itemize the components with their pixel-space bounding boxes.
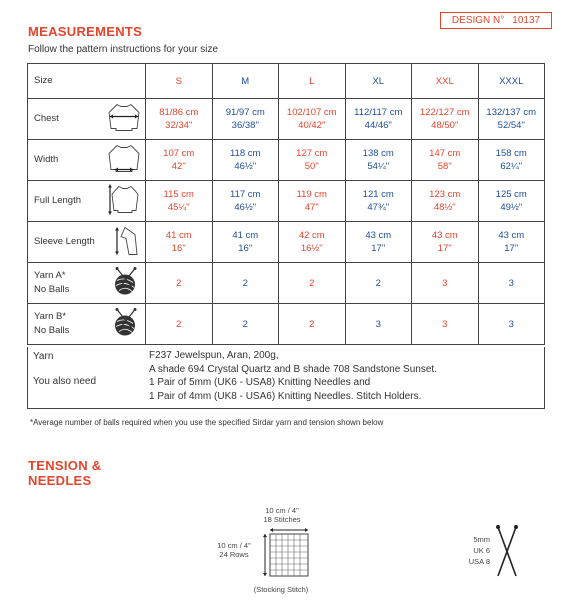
row-label-sleeve-length: Sleeve Length [28, 222, 146, 263]
row-label-width: Width [28, 140, 146, 181]
yarn-label: Yarn [33, 351, 54, 362]
chest-xxl: 122/127 cm 48/50" [412, 99, 479, 140]
chest-xl: 112/117 cm 44/46" [345, 99, 412, 140]
table-header-row [28, 64, 545, 99]
length-xxxl: 125 cm 49½" [478, 181, 545, 222]
yarn-ball-icon [111, 308, 141, 341]
stitch-type-label: (Stocking Stitch) [253, 585, 309, 594]
sleeve-xxl: 43 cm 17" [412, 222, 479, 263]
table-row-full-length [28, 181, 545, 222]
table-row-yarn-b [28, 304, 545, 345]
width-l: 127 cm 50" [279, 140, 346, 181]
chest-xxxl: 132/137 cm 52/54" [478, 99, 545, 140]
needle-line-2: 1 Pair of 4mm (UK8 - USA6) Knitting Needles. Stitch Holders. [149, 390, 422, 402]
size-l: L [279, 64, 346, 99]
sleeve-xxxl: 43 cm 17" [478, 222, 545, 263]
size-xxl: XXL [412, 64, 479, 99]
yarn-shade-line: A shade 694 Crystal Quartz and B shade 708 Sandstone Sunset. [149, 363, 437, 375]
design-label: DESIGN N° [451, 15, 505, 26]
size-xl: XL [345, 64, 412, 99]
yarn-b-m: 2 [212, 304, 279, 345]
table-row-sleeve-length [28, 222, 545, 263]
design-number-box [440, 12, 552, 29]
yarn-a-xl: 2 [345, 263, 412, 304]
measurements-table [27, 63, 545, 345]
tension-title: TENSION & NEEDLES [28, 458, 102, 488]
size-m: M [212, 64, 279, 99]
table-row-chest [28, 99, 545, 140]
yarn-b-xxl: 3 [412, 304, 479, 345]
page-title: MEASUREMENTS [28, 24, 143, 39]
tension-grid-icon [262, 528, 312, 585]
length-l: 119 cm 47" [279, 181, 346, 222]
sleeve-icon [111, 225, 141, 260]
size-xxxl: XXXL [478, 64, 545, 99]
sleeve-l: 42 cm 16½" [279, 222, 346, 263]
table-row-yarn-a [28, 263, 545, 304]
footnote: *Average number of balls required when you use the specified Sirdar yarn and tension shown below [30, 418, 384, 427]
length-xl: 121 cm 47¾" [345, 181, 412, 222]
yarn-line: F237 Jewelspun, Aran, 200g, [149, 350, 279, 361]
sleeve-xl: 43 cm 17" [345, 222, 412, 263]
yarn-a-l: 2 [279, 263, 346, 304]
requirements-text [149, 349, 437, 403]
width-s: 107 cm 42" [146, 140, 213, 181]
length-s: 115 cm 45¼" [146, 181, 213, 222]
gauge-rows-label: 10 cm / 4" 24 Rows [217, 541, 251, 559]
row-label-full-length: Full Length [28, 181, 146, 222]
yarn-b-s: 2 [146, 304, 213, 345]
yarn-b-l: 2 [279, 304, 346, 345]
sweater-length-icon [107, 183, 141, 220]
sweater-width-icon [107, 144, 141, 177]
design-number: 10137 [512, 15, 541, 26]
sleeve-m: 41 cm 16" [212, 222, 279, 263]
table-row-width [28, 140, 545, 181]
chest-s: 81/86 cm 32/34" [146, 99, 213, 140]
yarn-a-m: 2 [212, 263, 279, 304]
yarn-b-xxxl: 3 [478, 304, 545, 345]
row-label-yarn-b: Yarn B* No Balls [28, 304, 146, 345]
requirements-box [27, 347, 545, 409]
needle-size-label: 5mm UK 6 USA 8 [468, 535, 490, 566]
intro-text: Follow the pattern instructions for your size [28, 44, 219, 55]
size-header: Size [28, 64, 146, 99]
chest-l: 102/107 cm 40/42" [279, 99, 346, 140]
row-label-yarn-a: Yarn A* No Balls [28, 263, 146, 304]
yarn-ball-icon [111, 267, 141, 300]
size-s: S [146, 64, 213, 99]
yarn-a-xxxl: 3 [478, 263, 545, 304]
width-m: 118 cm 46½" [212, 140, 279, 181]
yarn-b-xl: 3 [345, 304, 412, 345]
sleeve-s: 41 cm 16" [146, 222, 213, 263]
sweater-chest-icon [107, 103, 141, 136]
width-xl: 138 cm 54¼" [345, 140, 412, 181]
row-label-chest: Chest [28, 99, 146, 140]
needle-line-1: 1 Pair of 5mm (UK6 - USA8) Knitting Needles and [149, 377, 371, 388]
yarn-a-s: 2 [146, 263, 213, 304]
yarn-a-xxl: 3 [412, 263, 479, 304]
length-m: 117 cm 46½" [212, 181, 279, 222]
knitting-needles-icon [494, 524, 520, 583]
width-xxxl: 158 cm 62¼" [478, 140, 545, 181]
width-xxl: 147 cm 58" [412, 140, 479, 181]
gauge-stitches-label: 10 cm / 4" 18 Stitches [263, 506, 301, 524]
length-xxl: 123 cm 48½" [412, 181, 479, 222]
chest-m: 91/97 cm 36/38" [212, 99, 279, 140]
you-need-label: You also need [33, 376, 97, 387]
